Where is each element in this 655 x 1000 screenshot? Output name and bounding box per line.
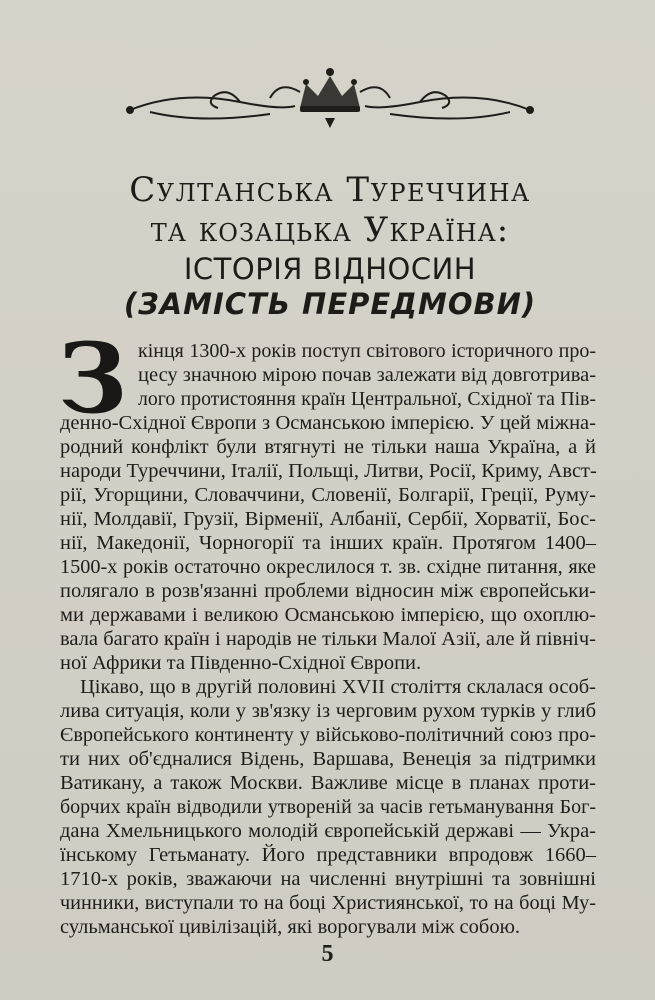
text-line: Ватикану, а також Москви. Важливе місце в планах проти- bbox=[60, 772, 596, 794]
text-line: дана Хмельницького молодій європейській державі — Укра- bbox=[60, 820, 596, 842]
text-line: лого протистояння країн Центральної, Східної та Пів- bbox=[138, 388, 596, 410]
text-line: вала багато країн і народів не тільки Малої Азії, але й північ- bbox=[60, 628, 596, 650]
page-number: 5 bbox=[321, 941, 334, 967]
text-line: ти них об'єдналися Відень, Варшава, Венеція за підтримки bbox=[60, 748, 596, 770]
text-line: Цікаво, що в другій половині XVII століття склалася особ- bbox=[80, 676, 596, 698]
title-line-1: Султанська Туреччина bbox=[129, 170, 531, 210]
text-line: сульманської цивілізацій, які ворогували між собою. bbox=[60, 916, 521, 938]
text-line: ної Африки та Південно-Східної Європи. bbox=[60, 652, 422, 674]
text-line: полягало в розв'язанні проблеми відносин між європейськи- bbox=[60, 580, 596, 602]
title-line-2: та козацька Україна: bbox=[150, 210, 510, 250]
drop-cap: З bbox=[58, 322, 128, 435]
text-line: цесу значною мірою почав залежати від довготрива- bbox=[138, 364, 597, 386]
text-line: 1710-х років, зважаючи на численні внутрішні та зовнішні bbox=[60, 868, 596, 890]
crown-ornament-icon bbox=[120, 62, 540, 132]
text-line: нії, Молдавії, Грузії, Вірменії, Албанії, Сербії, Хорватії, Бос- bbox=[60, 508, 596, 530]
text-line: 1500-х років остаточно окреслилося т. зв. східне питання, яке bbox=[60, 556, 596, 578]
text-line: їнському Гетьманату. Його представники впродовж 1660– bbox=[60, 844, 596, 866]
text-line: денно-Східної Європи з Османською імперією. У цей міжна- bbox=[60, 412, 596, 434]
text-line: рії, Угорщини, Словаччини, Словенії, Болгарії, Греції, Руму- bbox=[60, 484, 596, 506]
title-line-3: ІСТОРІЯ ВІДНОСИН bbox=[183, 252, 477, 286]
text-line: народи Туреччини, Італії, Польщі, Литви, Росії, Криму, Авст- bbox=[60, 460, 597, 482]
text-line: борчих країн відводили утвореній за часів гетьманування Бог- bbox=[60, 796, 596, 818]
text-line: лива ситуація, коли у зв'язку із черговим рухом турків у глиб bbox=[60, 700, 596, 722]
text-line: чинники, виступали то на боці Християнської, то на боці Му- bbox=[60, 892, 596, 914]
title-line-4: (ЗАМІСТЬ ПЕРЕДМОВИ) bbox=[123, 287, 537, 321]
text-line: родний конфлікт були втягнуті не тільки наша Україна, а й bbox=[60, 436, 596, 458]
text-line: Європейського континенту у військово-політичний союз про- bbox=[60, 724, 596, 746]
text-line: нії, Македонії, Чорногорії та інших країн. Протягом 1400– bbox=[60, 532, 596, 554]
text-line: кінця 1300-х років поступ світового історичного про- bbox=[138, 340, 596, 362]
text-line: ми державами і великою Османською імперією, що охоплю- bbox=[60, 604, 596, 626]
